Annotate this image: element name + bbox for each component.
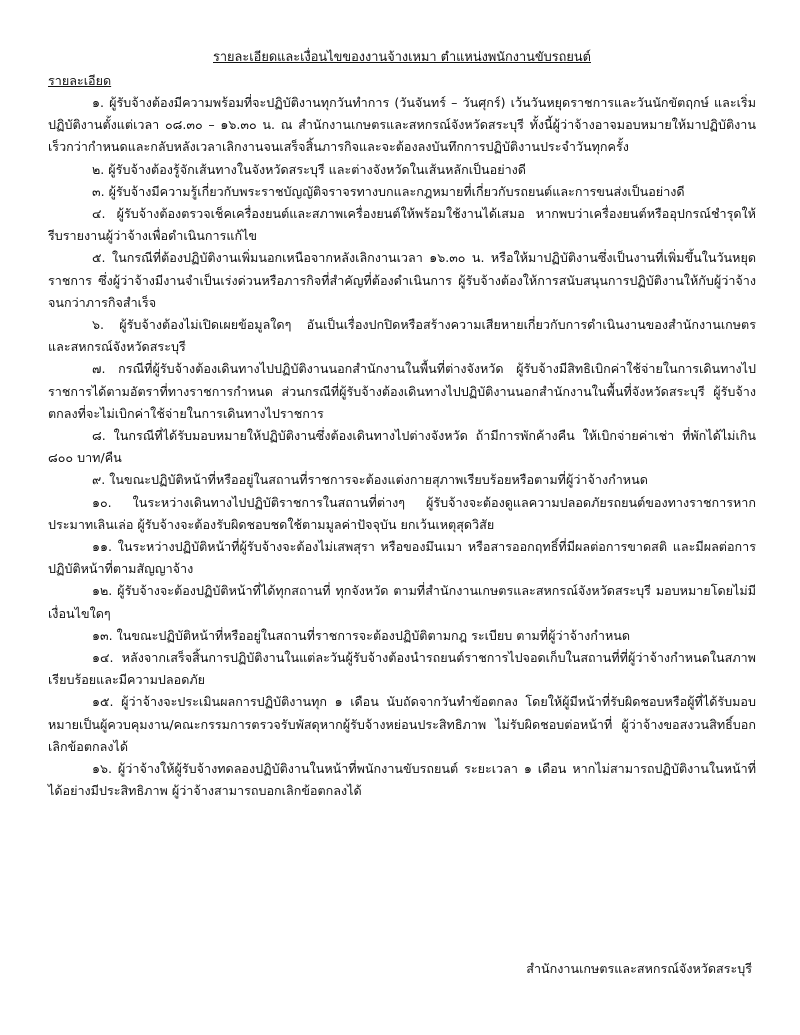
issuing-office: สำนักงานเกษตรและสหกรณ์จังหวัดสระบุรี <box>526 961 752 976</box>
condition-item-13: ๑๓. ในขณะปฏิบัติหน้าที่หรืออยู่ในสถานที่ราชการจะต้องปฏิบัติตามกฎ ระเบียบ ตามที่ผู้ว่าจ้างกำหนด <box>92 627 631 643</box>
section-label-details: รายละเอียด <box>48 73 112 88</box>
condition-item-6: ๖. ผู้รับจ้างต้องไม่เปิดเผยข้อมูลใดๆ อันเป็นเรื่องปกปิดหรือสร้างความเสียหายเกี่ยวกับการดำเนินงานของสำนักงานเกษตรและสหกรณ์จังหวัดสระบุรี <box>48 317 756 355</box>
condition-item-12: ๑๒. ผู้รับจ้างจะต้องปฏิบัติหน้าที่ได้ทุกสถานที่ ทุกจังหวัด ตามที่สำนักงานเกษตรและสหกรณ์จังหวัดสระบุรี มอบหมายโดยไม่มีเงื่อนไขใดๆ <box>48 583 756 621</box>
condition-item-11: ๑๑. ในระหว่างปฏิบัติหน้าที่ผู้รับจ้างจะต้องไม่เสพสุรา หรือของมึนเมา หรือสารออกฤทธิ์ที่มีผลต่อการขาดสติ และมีผลต่อการปฏิบัติหน้าที่ตามสัญญาจ้าง <box>48 539 756 577</box>
condition-item-2: ๒. ผู้รับจ้างต้องรู้จักเส้นทางในจังหวัดสระบุรี และต่างจังหวัดในเส้นหลักเป็นอย่างดี <box>92 161 526 177</box>
condition-item-4: ๔. ผู้รับจ้างต้องตรวจเช็คเครื่องยนต์และสภาพเครื่องยนต์ให้พร้อมใช้งานได้เสมอ หากพบว่าเครื่องยนต์หรืออุปกรณ์ชำรุดให้รีบรายงานผู้ว่าจ้างเพื่อดำเนินการแก้ไข <box>48 206 756 244</box>
condition-item-10: ๑๐. ในระหว่างเดินทางไปปฏิบัติราชการในสถานที่ต่างๆ ผู้รับจ้างจะต้องดูแลความปลอดภัยรถยนต์ของทางราชการหากประมาทเลินเล่อ ผู้รับจ้างจะต้องรับผิดชอบชดใช้ตามมูลค่าปัจจุบัน ยกเว้นเหตุสุดวิสัย <box>48 494 756 532</box>
condition-item-16: ๑๖. ผู้ว่าจ้างให้ผู้รับจ้างทดลองปฏิบัติงานในหน้าที่พนักงานขับรถยนต์ ระยะเวลา ๑ เดือน หากไม่สามารถปฏิบัติงานในหน้าที่ได้อย่างมีประสิทธิภาพ ผู้ว่าจ้างสามารถบอกเลิกข้อตกลงได้ <box>48 761 756 799</box>
condition-item-5: ๕. ในกรณีที่ต้องปฏิบัติงานเพิ่มนอกเหนือจากหลังเลิกงานเวลา ๑๖.๓๐ น. หรือให้มาปฏิบัติงานซึ่งเป็นงานที่เพิ่มขึ้นในวันหยุดราชการ ซึ่งผู้ว่าจ้างมีงานจำเป็นเร่งด่วนหรือภารกิจที่สำคัญที่ต้องดำเนินการ ผู้รับจ้างต้องให้การสนับสนุนการปฏิบัติงานให้กับผู้ว่าจ้างจนกว่าภารกิจสำเร็จ <box>48 250 756 310</box>
condition-item-8: ๘. ในกรณีที่ได้รับมอบหมายให้ปฏิบัติงานซึ่งต้องเดินทางไปต่างจังหวัด ถ้ามีการพักค้างคืน ให้เบิกจ่ายค่าเช่า ที่พักได้ไม่เกิน ๘๐๐ บาท/คืน <box>48 428 756 466</box>
condition-item-1: ๑. ผู้รับจ้างต้องมีความพร้อมที่จะปฏิบัติงานทุกวันทำการ (วันจันทร์ – วันศุกร์) เว้นวันหยุดราชการและวันนักขัตฤกษ์ และเริ่มปฏิบัติงานตั้งแต่เวลา ๐๘.๓๐ – ๑๖.๓๐ น. ณ สำนักงานเกษตรและสหกรณ์จังหวัดสระบุรี ทั้งนี้ผู้ว่าจ้างอาจมอบหมายให้มาปฏิบัติงานเร็วกว่ากำหนดและกลับหลังเวลาเลิกงานจนเสร็จสิ้นภารกิจและจะต้องลงบันทึกการปฏิบัติงานประจำวันทุกครั้ง <box>48 95 756 155</box>
document-page <box>48 46 756 803</box>
condition-item-3: ๓. ผู้รับจ้างมีความรู้เกี่ยวกับพระราชบัญญัติจราจรทางบกและกฎหมายที่เกี่ยวกับรถยนต์และการขนส่งเป็นอย่างดี <box>92 183 685 199</box>
condition-item-14: ๑๔. หลังจากเสร็จสิ้นการปฏิบัติงานในแต่ละวันผู้รับจ้างต้องนำรถยนต์ราชการไปจอดเก็บในสถานที่ที่ผู้ว่าจ้างกำหนดในสภาพเรียบร้อยและมีความปลอดภัย <box>48 650 756 688</box>
conditions-list <box>48 92 756 803</box>
condition-item-7: ๗. กรณีที่ผู้รับจ้างต้องเดินทางไปปฏิบัติงานนอกสำนักงานในพื้นที่ต่างจังหวัด ผู้รับจ้างมีสิทธิเบิกค่าใช้จ่ายในการเดินทางไปราชการได้ตามอัตราที่ทางราชการกำหนด ส่วนกรณีที่ผู้รับจ้างต้องเดินทางไปปฏิบัติงานนอกสำนักงานในพื้นที่จังหวัดสระบุรี ผู้รับจ้างตกลงที่จะไม่เบิกค่าใช้จ่ายในการเดินทางไปราชการ <box>48 361 756 421</box>
document-title: รายละเอียดและเงื่อนไขของงานจ้างเหมา ตำแหน่งพนักงานขับรถยนต์ <box>213 50 591 65</box>
condition-item-15: ๑๕. ผู้ว่าจ้างจะประเมินผลการปฏิบัติงานทุก ๑ เดือน นับถัดจากวันทำข้อตกลง โดยให้ผู้มีหน้าที่รับผิดชอบหรือผู้ที่ได้รับมอบหมายเป็นผู้ควบคุมงาน/คณะกรรมการตรวจรับพัสดุหากผู้รับจ้างหย่อนประสิทธิภาพ ไม่รับผิดชอบต่อหน้าที่ ผู้ว่าจ้างขอสงวนสิทธิ์บอกเลิกข้อตกลงได้ <box>48 694 756 754</box>
condition-item-9: ๙. ในขณะปฏิบัติหน้าที่หรืออยู่ในสถานที่ราชการจะต้องแต่งกายสุภาพเรียบร้อยหรือตามที่ผู้ว่าจ้างกำหนด <box>92 472 648 488</box>
